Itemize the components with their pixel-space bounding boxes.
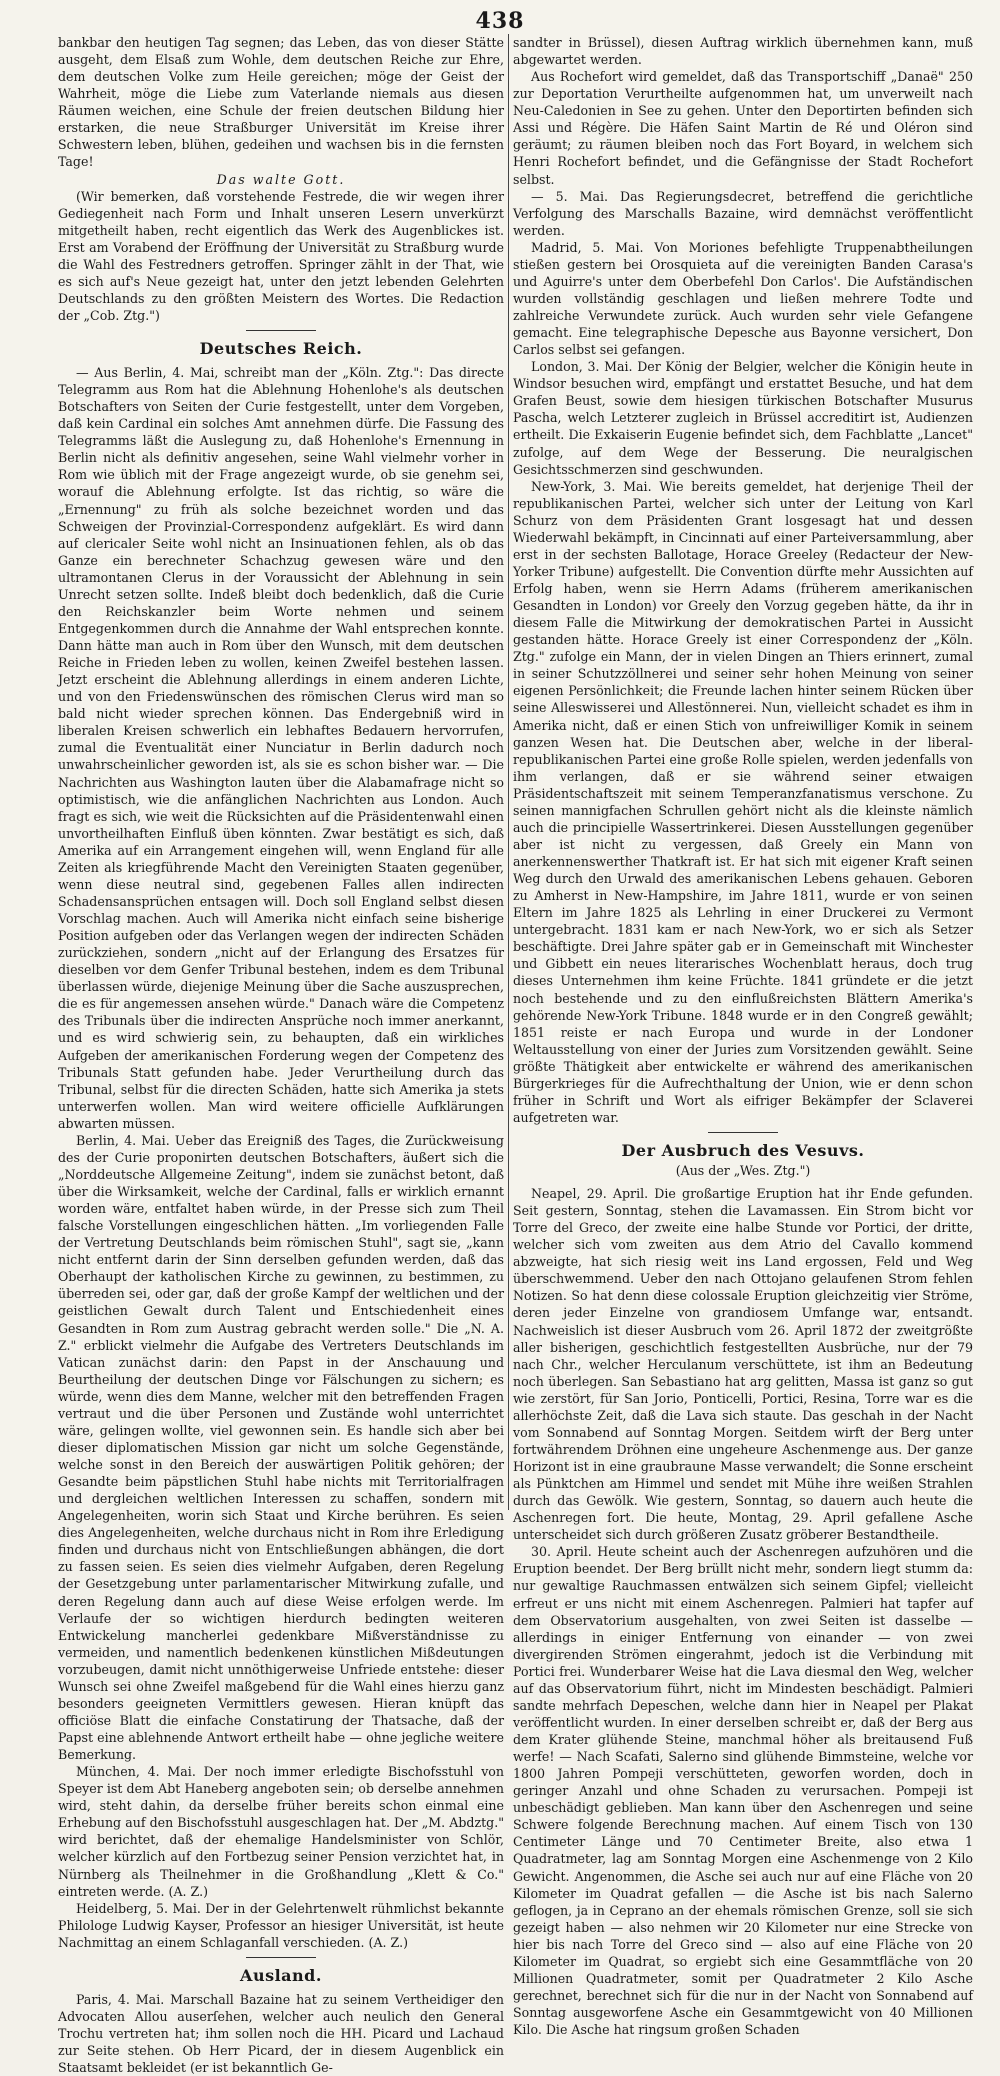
article-neapel-30-april: 30. April. Heute scheint auch der Aschenregen aufzuhören und die Eruption beendet. Der Berg brüllt nicht mehr, sondern liegt stumm da: nur gewaltige Rauchmassen entwälzen sich seinem Gipfel; vielleicht erfreut er uns nicht mit einem Aschenregen. Palmieri hat tapfer auf dem Observatorium ausgehalten, von zwei Seiten ist dasselbe — allerdings in einiger Entfernung von einander — von zwei divergirenden Strömen eingerahmt, jedoch ist die Verbindung mit Portici frei. Wunderbarer Weise hat die Lava diesmal den Weg, welcher auf das Observatorium führt, nicht im Mindesten beschädigt. Palmieri sandte mehrfach Depeschen, welche dann hier in Neapel per Plakat veröffentlicht wurden. In einer derselben schreibt er, daß der Berg aus dem Krater glühende Steine, manchmal höher als breitausend Fuß werfe! — Nach Scafati, Salerno sind glühende Bimmsteine, welche vor 1800 Jahren Pompeji verschütteten, geworfen worden, doch in geringer Anzahl und ohne Schaden zu verursachen. Pompeji ist unbeschädigt geblieben. Man kann über den Aschenregen und seine Schwere folgende Berechnung machen. Auf einem Tisch von 130 Centimeter Länge und 70 Centimeter Breite, also etwa 1 Quadratmeter, lag am Sonntag Morgen eine Aschenmenge von 2 Kilo Gewicht. Angenommen, die Asche sei auch nur auf eine Fläche von 20 Kilometer im Quadrat gefallen — die Asche ist bis nach Salerno geflogen, ja in Ceprano an der ehemals römischen Grenze, soll sie sich gezeigt haben — also nehmen wir 20 Kilometer nur eine Strecke von hier bis nach Torre del Greco sind — also auf eine Fläche von 20 Kilometer im Quadrat, so ergiebt sich eine Gesammtfläche von 20 Millionen Quadratmeter, somit per Quadratmeter 2 Kilo Asche gerechnet, berechnet sich für die nur in der Nacht von Sonnabend auf Sonntag ausgeworfene Asche ein Gesammtgewicht von 40 Millionen Kilo. Die Asche hat ringsum großen Schaden <box>513 1544 973 2038</box>
section-heading-vesuv: Der Ausbruch des Vesuvs. <box>621 1141 865 1160</box>
article-neapel-29-april: Neapel, 29. April. Die großartige Eruption hat ihr Ende gefunden. Seit gestern, Sonntag, stehen die Lavamassen. Ein Strom bicht vor Torre del Greco, der zweite eine halbe Stunde vor Portici, der dritte, welcher sich vom zweiten aus dem Atrio del Cavallo kommend abzweigte, hat sich riesig weit ins Land ergossen, Feld und Weg überschwemmend. Ueber den nach Ottojano gelaufenen Strom fehlen Notizen. So hat denn diese colossale Eruption gleichzeitig vier Ströme, deren jeder Einzelne von grandiosem Umfange war, entsandt. Nachweislich ist dieser Ausbruch vom 26. April 1872 der zweitgrößte aller bisherigen, geschichtlich festgestellten Ausbrüche, nur der 79 nach Chr., welcher Herculanum verschüttete, ist ihm an Bedeutung noch überlegen. San Sebastiano hat arg gelitten, Massa ist ganz so gut wie zerstört, für San Jorio, Ponticelli, Portici, Resina, Torre war es die allerhöchste Zeit, daß die Lava sich staute. Das geschah in der Nacht vom Sonnabend auf Sonntag Morgen. Seitdem wirft der Berg unter fortwährendem Dröhnen eine ungeheure Aschenmenge aus. Der ganze Horizont ist in eine graubraune Masse verwandelt; die Sonne erscheint als Pünktchen am Himmel und sendet mit Mühe ihre weißen Strahlen durch das Gewölk. Wie gestern, Sonntag, so dauern auch heute die Aschenregen fort. Die heute, Montag, 29. April gefallene Asche unterscheidet sich durch größeren Zusatz gröberer Bestandtheile. <box>513 1186 973 1543</box>
left-column <box>58 34 504 2076</box>
editorial-note: (Wir bemerken, daß vorstehende Festrede, die wir wegen ihrer Gediegenheit nach Form und Inhalt unseren Lesern unverkürzt mitgetheilt haben, recht eigentlich das Werk des Augenblickes ist. Erst am Vorabend der Eröffnung der Universität zu Straßburg wurde die Wahl des Festredners getroffen. Springer zählt in der That, wie es sich auf's Neue gezeigt hat, unter den jetzt lebenden Gelehrten Deutschlands zu den größten Meistern des Wortes. Die Redaction der „Cob. Ztg.") <box>58 188 504 323</box>
article-bazaine-decree: — 5. Mai. Das Regierungsdecret, betreffend die gerichtliche Verfolgung des Marschalls Bazaine, wird demnächst veröffentlicht werden. <box>513 188 973 238</box>
right-column <box>513 34 973 2038</box>
article-paris: Paris, 4. Mai. Marschall Bazaine hat zu seinem Vertheidiger den Advocaten Allou auserſehen, welcher auch neulich den General Trochu vertreten hat; ihm sollen noch die HH. Picard und Lachaud zur Seite stehen. Ob Herr Picard, der in diesem Augenblick ein Staatsamt bekleidet (er ist bekanntlich Ge- <box>58 1991 504 2076</box>
article-london: London, 3. Mai. Der König der Belgier, welcher die Königin heute in Windsor besuchen wird, empfängt und erstattet Besuche, und hat dem Grafen Beust, sowie dem hiesigen türkischen Botschafter Musurus Pascha, welch Letzterer zugleich in Brüssel accreditirt ist, Audienzen ertheilt. Die Exkaiserin Eugenie befindet sich, dem Fachblatte „Lancet" zufolge, auf dem Wege der Besserung. Die neuralgischen Gesichtsschmerzen sind geschwunden. <box>513 359 973 477</box>
article-berlin-nordd: Berlin, 4. Mai. Ueber das Ereigniß des Tages, die Zurückweisung des der Curie proponirten deutschen Botschafters, äußert sich die „Norddeutsche Allgemeine Zeitung", indem sie zunächst betont, daß über die Wirksamkeit, welche der Cardinal, falls er wirklich ernannt worden wäre, entfaltet haben würde, in der Presse sich zum Theil falsche Vorstellungen eingeschlichen hätten. „Im vorliegenden Falle der Vertretung Deutschlands beim römischen Stuhl", sagt sie, „kann nicht entfernt darin der Sinn derselben gefunden werden, daß das Oberhaupt der katholischen Kirche zu gewinnen, zu bestimmen, zu überreden sei, oder gar, daß der große Kampf der weltlichen und der geistlichen Gewalt durch Talent und Entschiedenheit eines Gesandten in Rom zum Austrag gebracht werden solle." Die „N. A. Z." erblickt vielmehr die Aufgabe des Vertreters Deutschlands im Vatican zunächst darin: den Papst in der Anschauung und Beurtheilung der deutschen Dinge vor Fälschungen zu sichern; es würde, wenn dies dem Manne, welcher mit den betreffenden Fragen vertraut und die über Personen und Zustände wohl unterrichtet wäre, gelingen wollte, viel gewonnen sein. Es handle sich aber bei dieser diplomatischen Mission gar nicht um solche Gegenstände, welche sonst in den Bereich der auswärtigen Politik gehören; der Gesandte beim päpstlichen Stuhl habe nichts mit Territorialfragen und dergleichen weltlichen Interessen zu schaffen, sondern mit Angelegenheiten, worin sich Staat und Kirche berühren. Es seien dies Angelegenheiten, welche durchaus nicht in Rom ihre Erledigung finden und durchaus nicht von Entschließungen abhängen, die dort zu fassen seien. Es seien dies vielmehr Aufgaben, deren Regelung der Gesetzgebung unter parlamentarischer Mitwirkung zufalle, und deren Regelung dann auch auf diese Weise erfolgen werde. Im Verlaufe der so wichtigen hierdurch bedingten weiteren Entwickelung mancherlei gedenkbare Mißverständnisse zu vermeiden, und namentlich bedenkenen künstlichen Mißdeutungen vorzubeugen, damit nicht unnöthigerweise Unfriede entstehe: dieser Wunsch sei ohne Zweifel maßgebend für die Wahl eines hierzu ganz besonders geeigneten Vermittlers gewesen. Hieran knüpft das officiöse Blatt die einfache Constatirung der Thatsache, daß der Papst eine ablehnende Antwort ertheilt habe — ohne jegliche weitere Bemerkung. <box>58 1132 504 1763</box>
section-divider <box>246 330 316 331</box>
article-new-york: New-York, 3. Mai. Wie bereits gemeldet, hat derjenige Theil der republikanischen Partei, welcher sich unter der Leitung von Karl Schurz von dem Präsidenten Grant losgesagt hat und dessen Wiederwahl bekämpft, in Cincinnati auf einer Parteiversammlung, aber erst in der sechsten Ballotage, Horace Greeley (Redacteur der New-Yorker Tribune) aufgestellt. Die Convention dürfte mehr Aussichten auf Erfolg haben, wenn sie Herrn Adams (früherem amerikanischen Gesandten in London) vor Greely den Vorzug gegeben hätte, da ihr in diesem Falle die Mitwirkung der demokratischen Partei in Aussicht gestanden hätte. Horace Greely ist einer Correspondenz der „Köln. Ztg." zufolge ein Mann, der in vielen Dingen an Thiers erinnert, zumal in seiner Schutzzöllnerei und seiner sehr hohen Meinung von seiner eigenen Persönlichkeit; die Freunde lachen hinter seinem Rücken über seine Alleswisserei und Allestönnerei. Nun, vielleicht schadet es ihm in Amerika nicht, daß er einen Stich von unfreiwilliger Komik in seinem ganzen Wesen hat. Die Deutschen aber, welche in der liberal-republikanischen Partei eine große Rolle spielen, werden jedenfalls von ihm verlangen, daß er sie während seiner etwaigen Präsidentschaftszeit mit seinem Temperanzfanatismus verschone. Zu seinen mannigfachen Schrullen gehört nicht als die kleinste nämlich auch die principielle Wassertrinkerei. Diesen Ausstellungen gegenüber aber ist nicht zu vergessen, daß Greely ein Mann von anerkennenswerther Thatkraft ist. Er hat sich mit eigener Kraft seinen Weg durch den Urwald des amerikanischen Lebens gehauen. Geboren zu Amherst in New-Hampshire, im Jahre 1811, wurde er von seinen Eltern im Jahre 1825 als Lehrling in einer Druckerei zu Vermont untergebracht. 1831 kam er nach New-York, wo er sich als Setzer beschäftigte. Drei Jahre später gab er in Gemeinschaft mit Winchester und Gibbett ein neues literarisches Wochenblatt heraus, doch trug dieses Unternehmen ihm keine Früchte. 1841 gründete er die jetzt noch bestehende und zu den einflußreichsten Blättern Amerika's gehörende New-York Tribune. 1848 wurde er in den Congreß gewählt; 1851 reiste er nach Europa und wurde in der Londoner Weltausstellung von einer der Juries zum Vorsitzenden gewählt. Seine größte Thätigkeit aber entwickelte er während des amerikanischen Bürgerkrieges für die Aufrechthaltung der Union, wie er denn schon früher in Schrift und Wort als eifriger Bekämpfer der Sclaverei aufgetreten war. <box>513 478 973 1125</box>
section-heading-ausland: Ausland. <box>240 1965 322 1985</box>
article-berlin-koeln: — Aus Berlin, 4. Mai, schreibt man der „Köln. Ztg.": Das directe Telegramm aus Rom hat die Ablehnung Hohenlohe's als deutschen Botschafters von Seiten der Curie festgestellt, unter dem Vorgeben, daß kein Cardinal ein solches Amt annehmen dürfe. Die Fassung des Telegramms läßt die Auslegung zu, daß Hohenlohe's Ernennung in Berlin nicht als definitiv angesehen, seine Wahl vielmehr vorher in Rom wie üblich mit der Frage angezeigt wurde, ob sie genehm sei, worauf die Ablehnung erfolgte. Ist das richtig, so wäre die „Ernennung" zu früh als solche bezeichnet worden und das Schweigen der Provinzial-Correspondenz aufgeklärt. Es wird dann auf clericaler Seite wohl nicht an Insinuationen fehlen, als ob das Ganze ein berechneter Schachzug gewesen wäre und den ultramontanen Clerus in der Voraussicht der Ablehnung in sein Unrecht setzen sollte. Indeß bleibt doch bedenklich, daß die Curie den Reichskanzler beim Worte nehmen und seinem Entgegenkommen durch die Annahme der Wahl entsprechen konnte. Dann hätte man auch in Rom über den Wunsch, mit dem deutschen Reiche in Frieden leben zu wollen, keinen Zweifel bestehen lassen. Jetzt erscheint die Ablehnung allerdings in einem anderen Lichte, und von den Friedenswünschen des römischen Clerus wird man so bald nicht wieder sprechen können. Das Endergebniß wird in liberalen Kreisen schwerlich ein lebhaftes Bedauern hervorrufen, zumal die Eventualität einer Nunciatur in Berlin dadurch noch unwahrscheinlicher geworden ist, als sie es schon bisher war. — Die Nachrichten aus Washington lauten über die Alabamafrage nicht so optimistisch, wie die anfänglichen Nachrichten aus London. Auch fragt es sich, wie weit die Rücksichten auf die Präsidentenwahl einen unvortheilhaften Einfluß üben könnten. Zwar bestätigt es sich, daß Amerika auf ein Arrangement eingehen will, wenn England für alle Zeiten als kriegführende Macht den Vereinigten Staaten gegenüber, wenn diese neutral sind, gegebenen Falles allen indirecten Schadensansprüchen entsagen will. Doch soll England selbst diesen Vorschlag machen. Auch will Amerika nicht einfach seine bisherige Position aufgeben oder das Verlangen wegen der indirecten Schäden zurückziehen, sondern „nicht auf der Erlangung des Ersatzes für dieselben vor dem Genfer Tribunal bestehen, indem es dem Tribunal überlassen würde, diejenige Meinung über die Sache auszusprechen, die es für angemessen ansehen würde." Danach wäre die Competenz des Tribunals über die indirecten Ansprüche noch immer anerkannt, und es wird schwierig sein, zu behaupten, daß ein wirkliches Aufgeben der amerikanischen Forderung wegen der Competenz des Tribunals Statt gefunden habe. Jeder Verurtheilung durch das Tribunal, selbst für die directen Schäden, hatte sich Amerika ja stets unterwerfen wollen. Man wird weitere officielle Aufklärungen abwarten müssen. <box>58 365 504 1131</box>
article-heidelberg: Heidelberg, 5. Mai. Der in der Gelehrtenwelt rühmlichst bekannte Philologe Ludwig Kayser, Professor an hiesiger Universität, ist heute Nachmittag an einem Schlaganfall verschieden. (A. Z.) <box>58 1900 504 1950</box>
section-heading-reich: Deutsches Reich. <box>199 339 363 358</box>
section-divider <box>708 1132 778 1133</box>
article-madrid: Madrid, 5. Mai. Von Moriones befehligte Truppenabtheilungen stießen gestern bei Orosquieta auf die vereinigten Banden Carasa's und Aguirre's unter dem Oberbefehl Don Carlos'. Die Aufständischen wurden vollständig geschlagen und ließen mehrere Todte und zahlreiche Verwundete zurück. Auch wurden sehr viele Gefangene gemacht. Eine telegraphische Depesche aus Bayonne versichert, Don Carlos selbst sei gefangen. <box>513 239 973 358</box>
section-divider <box>246 1957 316 1958</box>
festrede-signoff: Das walte Gott. <box>216 171 346 187</box>
page-number: 438 <box>475 8 525 34</box>
article-rochefort: Aus Rochefort wird gemeldet, daß das Transportschiff „Danaë" 250 zur Deportation Verurtheilte aufgenommen hat, um unverweilt nach Neu-Caledonien in See zu gehen. Unter den Deportirten befinden sich Assi und Régère. Die Häfen Saint Martin de Ré und Oléron sind geräumt; zu räumen bleiben noch das Fort Boyard, in welchem sich Henri Rochefort befindet, und die Gefängnisse der Stadt Rochefort selbst. <box>513 69 973 187</box>
article-muenchen: München, 4. Mai. Der noch immer erledigte Bischofsstuhl von Speyer ist dem Abt Haneberg angeboten sein; ob derselbe annehmen wird, steht dahin, da derselbe früher bereits schon einmal eine Erhebung auf den Bischofsstuhl ausgeschlagen hat. Der „M. Abdztg." wird berichtet, daß der ehemalige Handelsminister von Schlör, welcher kürzlich auf den Fortbezug seiner Pension verzichtet hat, in Nürnberg als Theilnehmer in die Großhandlung „Klett & Co." eintreten werde. (A. Z.) <box>58 1764 504 1899</box>
column-divider <box>508 34 509 1510</box>
article-paris-continued: sandter in Brüssel), diesen Auftrag wirklich übernehmen kann, muß abgewartet werden. <box>513 35 973 68</box>
section-source: (Aus der „Wes. Ztg.") <box>675 1163 811 1178</box>
festrede-closing: bankbar den heutigen Tag segnen; das Leben, das von dieser Stätte ausgeht, dem Elsaß zum Wohle, dem deutschen Reiche zur Ehre, dem deutschen Volke zum Heile gereichen; möge der Geist der Wahrheit, möge die Liebe zum Vaterlande niemals aus diesen Räumen weichen, eine Schule der freien deutschen Bildung hier erstarken, die neue Straßburger Universität im Kreise ihrer Schwestern leben, blühen, gedeihen und wachsen bis in die fernsten Tage! <box>58 35 504 170</box>
